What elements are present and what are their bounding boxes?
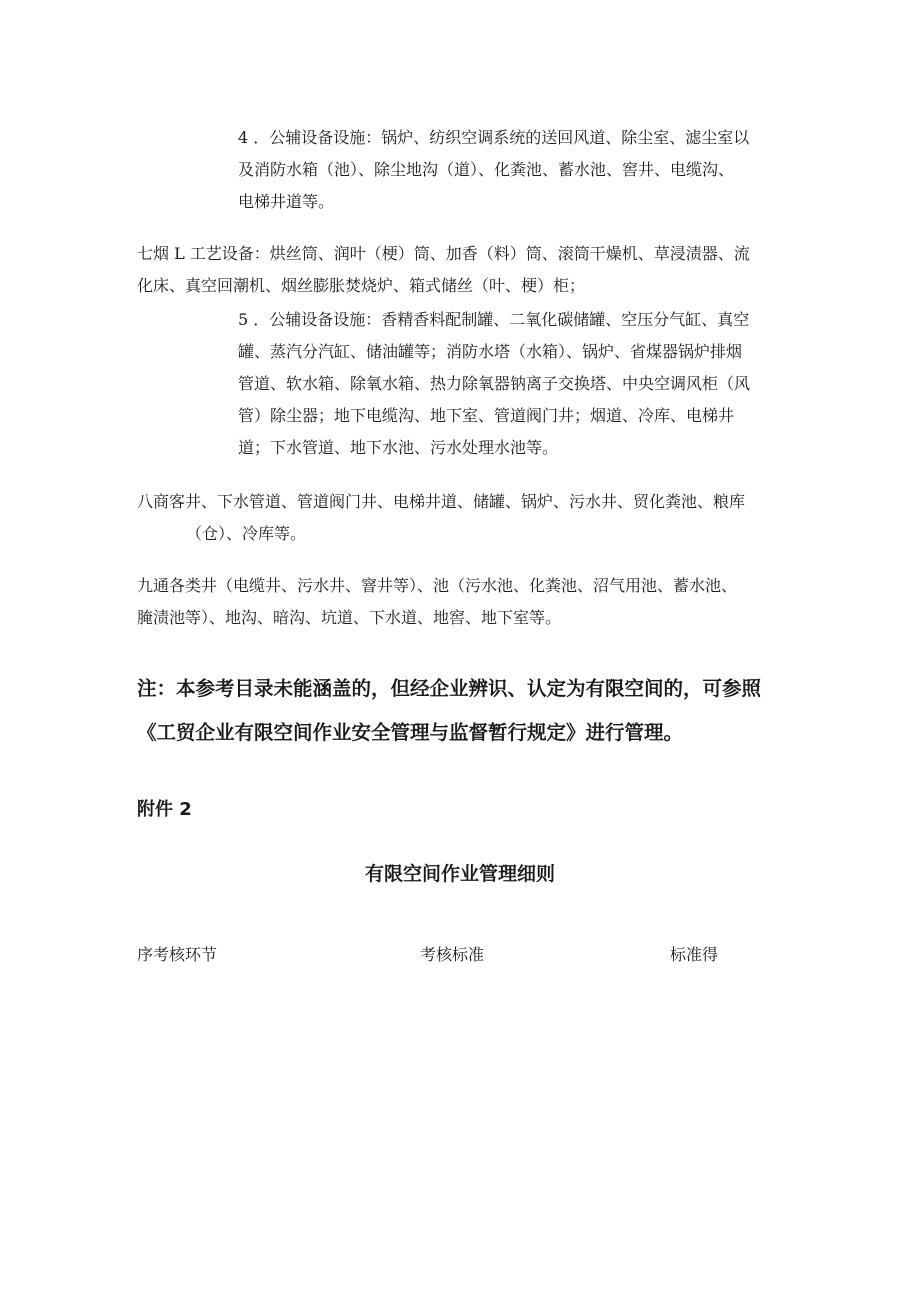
item-5-paragraph xyxy=(238,304,750,464)
paragraph-line: 九通各类井（电缆井、污水井、窨井等）、池（污水池、化粪池、沼气用池、蓄水池、 xyxy=(137,576,738,595)
paragraph-line: 及消防水箱（池）、除尘地沟（道）、化粪池、蓄水池、窖井、电缆沟、 xyxy=(238,160,735,179)
paragraph-line: 罐、蒸汽分汽缸、储油罐等；消防水塔（水箱）、锅炉、省煤器锅炉排烟 xyxy=(238,342,743,361)
paragraph-line: （仓）、冷库等。 xyxy=(186,524,307,543)
paragraph-line: 七烟 L 工艺设备：烘丝筒、润叶（梗）筒、加香（料）筒、滚筒干燥机、草浸渍器、流 xyxy=(137,244,750,263)
attachment-label: 附件 2 xyxy=(137,799,192,820)
paragraph-line: 道；下水管道、地下水池、污水处理水池等。 xyxy=(238,438,559,457)
document-title: 有限空间作业管理细则 xyxy=(364,863,555,885)
table-header-col-1: 序考核环节 xyxy=(137,945,218,964)
paragraph-line: 八商客井、下水管道、管道阀门井、电梯井道、储罐、锅炉、污水井、贸化粪池、粮库 xyxy=(137,492,746,511)
paragraph-line: 电梯井道等。 xyxy=(238,192,335,211)
note-line: 注：本参考目录未能涵盖的，但经企业辨识、认定为有限空间的，可参照 xyxy=(137,677,762,700)
table-header-col-3: 标准得 xyxy=(670,945,719,964)
paragraph-line: 4 ．公辅设备设施：锅炉、纺织空调系统的送回风道、除尘室、滤尘室以 xyxy=(238,128,750,147)
paragraph-line: 化床、真空回潮机、烟丝膨胀焚烧炉、箱式储丝（叶、梗）柜； xyxy=(137,276,586,295)
item-7-paragraph xyxy=(137,238,750,302)
paragraph-line: 管）除尘器；地下电缆沟、地下室、管道阀门井；烟道、冷库、电梯井 xyxy=(238,406,735,425)
table-header-col-2: 考核标准 xyxy=(420,945,485,964)
paragraph-line: 管道、软水箱、除氧水箱、热力除氧器钠离子交换塔、中央空调风柜（风 xyxy=(238,374,751,393)
note-line: 《工贸企业有限空间作业安全管理与监督暂行规定》进行管理。 xyxy=(137,721,684,744)
note-paragraph xyxy=(137,667,761,755)
item-4-paragraph xyxy=(238,122,749,218)
item-9-paragraph xyxy=(137,570,737,634)
item-8-paragraph xyxy=(137,486,745,550)
paragraph-line: 腌渍池等）、地沟、暗沟、坑道、下水道、地窖、地下室等。 xyxy=(137,608,562,627)
paragraph-line: 5 ．公辅设备设施：香精香料配制罐、二氧化碳储罐、空压分气缸、真空 xyxy=(238,310,750,329)
